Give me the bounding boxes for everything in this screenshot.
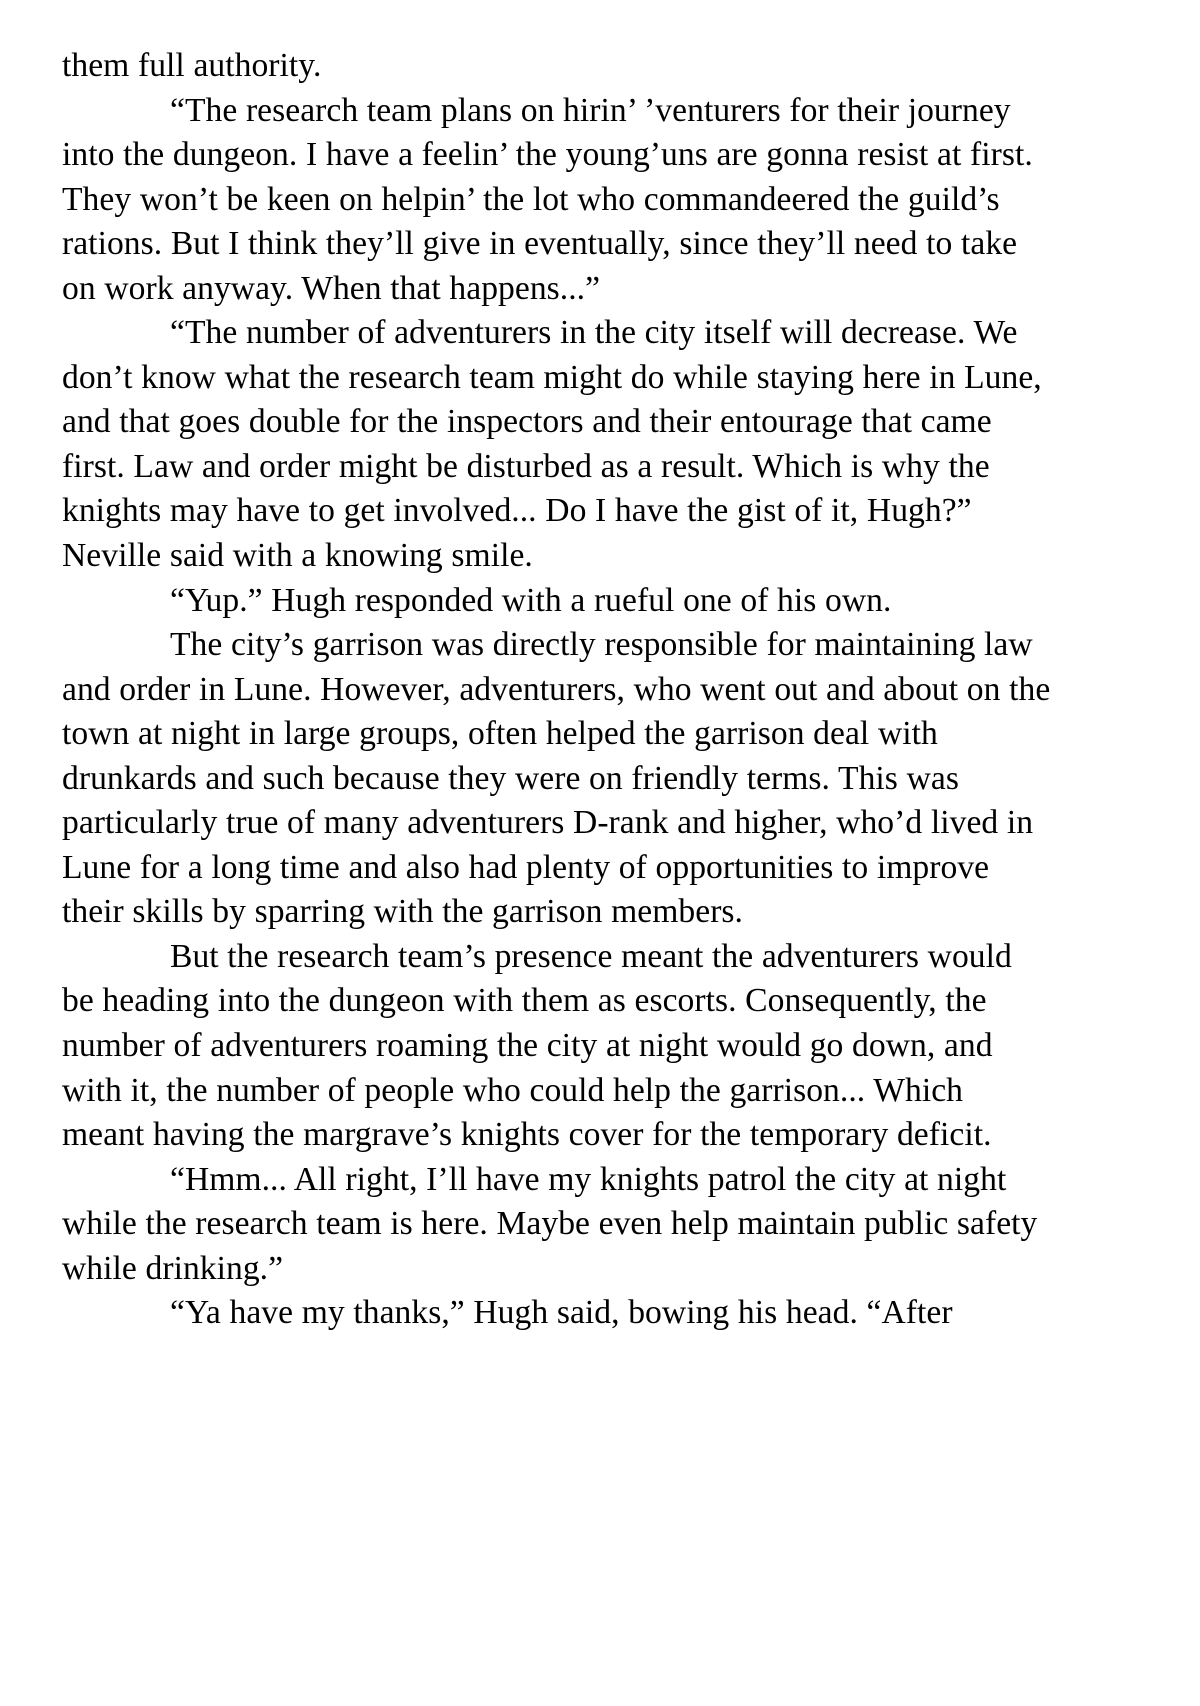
paragraph: “Ya have my thanks,” Hugh said, bowing his head. “After (170, 1294, 953, 1332)
paragraph: “Hmm... All right, I’ll have my knights patrol the city at night while the research team is here. Maybe even help maintain public safety while drinking.” (62, 1160, 1038, 1287)
paragraph: “The research team plans on hirin’ ’venturers for their journey into the dungeon. I have a feelin’ the young’uns are gonna resist at first. They won’t be keen on helpin’ the lot who commandeered the guild’s rations. But I think they’ll give in eventually, since they’ll need to take on work anyway. When that happens...” (62, 91, 1033, 307)
paragraph: “The number of adventurers in the city itself will decrease. We don’t know what the research team might do while staying here in Lune, and that goes double for the inspectors and their entourage that came first. Law and order might be disturbed as a result. Which is why the knights may have to get involved... Do I have the gist of it, Hugh?” Neville said with a knowing smile. (62, 314, 1042, 575)
paragraph: The city’s garrison was directly responsible for maintaining law and order in Lune. However, adventurers, who went out and about on the town at night in large groups, often helped the garrison deal with drunkards and such because they were on friendly terms. This was particularly true of many adventurers D-rank and higher, who’d lived in Lune for a long time and also had plenty of opportunities to improve their skills by sparring with the garrison members. (62, 626, 1051, 931)
paragraph: “Yup.” Hugh responded with a rueful one of his own. (170, 581, 892, 619)
paragraph: But the research team’s presence meant the adventurers would be heading into the dungeon with them as escorts. Consequently, the number of adventurers roaming the city at night would go down, and with it, the number of people who could help the garrison... Which meant having the margrave’s knights cover for the temporary deficit. (62, 937, 1012, 1154)
paragraph: them full authority. (62, 47, 322, 84)
body-text-column (62, 44, 1052, 1336)
